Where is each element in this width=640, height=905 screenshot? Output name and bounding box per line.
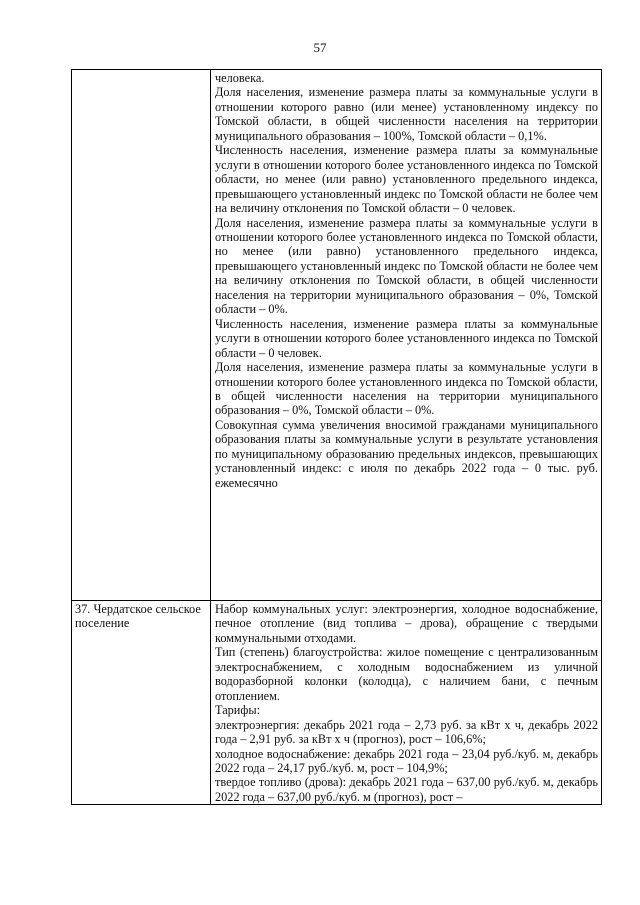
description-cell xyxy=(211,601,602,805)
paragraph: Доля населения, изменение размера платы за коммунальные услуги в отношении которого более установленного индекса по Томской области, но менее (или равно) установленного предельного индекса, превышающего установленный индекс по Томской области не более чем на величину отклонения по Томской области, в общей численности населения на территории муниципального образования – 0%, Томской области – 0%. xyxy=(215,215,598,317)
table-row xyxy=(72,70,602,601)
paragraph: Тарифы: xyxy=(215,703,261,718)
paragraph: Численность населения, изменение размера платы за коммунальные услуги в отношении которого более установленного индекса по Томской области, но менее (или равно) установленного предельного индекса, превышающего установленный индекс по Томской области не более чем на величину отклонения по Томской области – 0 человек. xyxy=(215,143,598,216)
paragraph: Численность населения, изменение размера платы за коммунальные услуги в отношении которого более установленного индекса по Томской области – 0 человек. xyxy=(215,316,598,360)
municipality-name xyxy=(72,70,210,600)
table-row xyxy=(72,601,602,805)
paragraph: Доля населения, изменение размера платы за коммунальные услуги в отношении которого равно (или менее) установленному индексу по Томской области, в общей численности населения на территории муниципального образования – 100%, Томской области – 0,1%. xyxy=(215,85,598,143)
municipality-name-cell xyxy=(72,601,211,805)
paragraph: Доля населения, изменение размера платы за коммунальные услуги в отношении которого более установленного индекса по Томской области, в общей численности населения на территории муниципального образования – 0%, Томской области – 0%. xyxy=(215,360,598,418)
municipality-name: 37. Чердатское сельское поселение xyxy=(75,602,201,631)
paragraph: Совокупная сумма увеличения вносимой гражданами муниципального образования платы за коммунальные услуги в результате установления по муниципальному образованию предельных индексов, превышающих установленный индекс: с июля по декабрь 2022 года – 0 тыс. руб. ежемесячно xyxy=(215,417,598,490)
municipality-name-cell xyxy=(72,70,211,601)
paragraph: Набор коммунальных услуг: электроэнергия, холодное водоснабжение, печное отопление (вид топлива – дрова), обращение с твердыми коммунальными отходами. xyxy=(215,602,598,645)
paragraph: Тип (степень) благоустройства: жилое помещение с централизованным электроснабжением, с холодным водоснабжением из уличной водоразборной колонки (колодца), с наличием бани, с печным отоплением. xyxy=(215,645,598,703)
paragraph: человека. xyxy=(215,71,265,85)
paragraph: холодное водоснабжение: декабрь 2021 года – 23,04 руб./куб. м, декабрь 2022 года – 24,17 руб./куб. м, рост – 104,9%; xyxy=(215,746,598,775)
paragraph: электроэнергия: декабрь 2021 года – 2,73 руб. за кВт х ч, декабрь 2022 года – 2,91 руб. за кВт х ч (прогноз), рост – 106,6%; xyxy=(215,717,598,747)
description-cell xyxy=(211,70,602,601)
municipality-table xyxy=(71,69,602,805)
page-number: 57 xyxy=(313,40,327,55)
paragraph: твердое топливо (дрова): декабрь 2021 года – 637,00 руб./куб. м, декабрь 2022 года – 637,00 руб./куб. м (прогноз), рост – xyxy=(215,775,598,804)
